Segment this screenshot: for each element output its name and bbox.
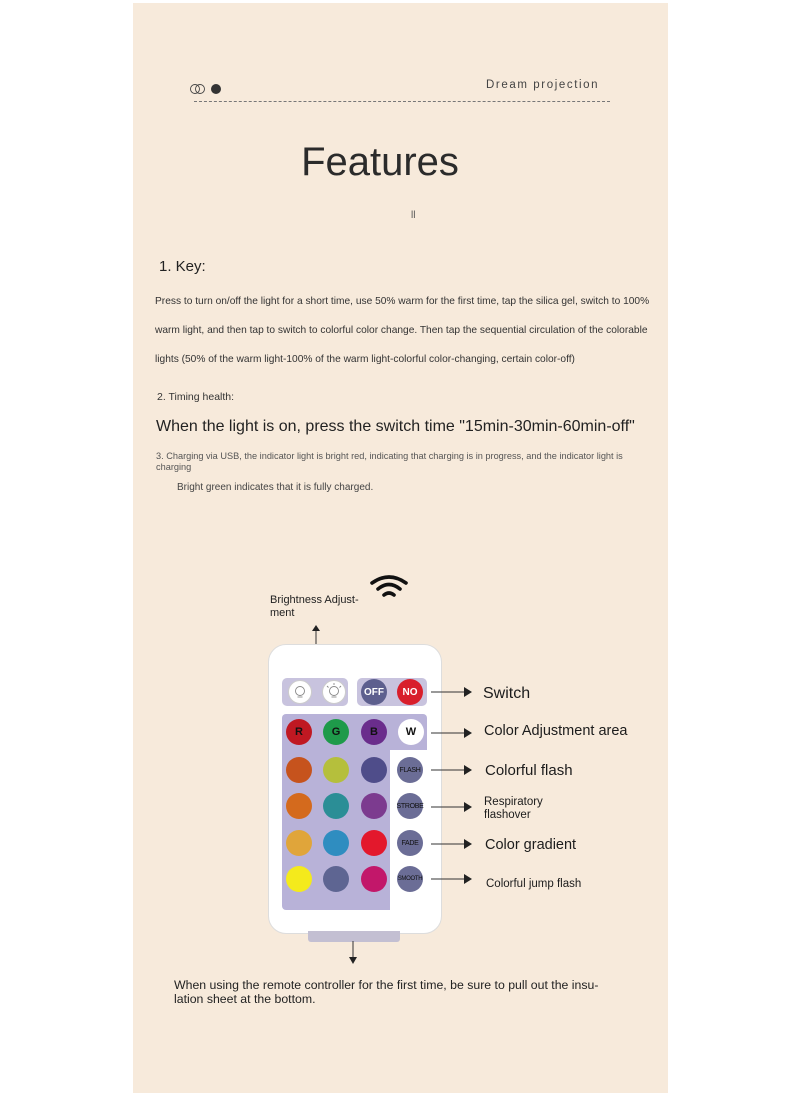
bulb-bright-icon	[323, 681, 345, 703]
off-button[interactable]: OFF	[361, 679, 387, 705]
section-timing-heading: 2. Timing health:	[157, 391, 235, 403]
title-mark: ll	[411, 210, 416, 221]
smooth-button[interactable]: SMOOTH	[397, 866, 423, 892]
color-button[interactable]	[361, 866, 387, 892]
color-button[interactable]	[286, 793, 312, 819]
flash-button[interactable]: FLASH	[397, 757, 423, 783]
on-button[interactable]: NO	[397, 679, 423, 705]
switch-label: Switch	[483, 685, 531, 702]
color-button[interactable]	[361, 830, 387, 856]
strobe-arrow-icon	[431, 801, 473, 813]
brightness-up-button[interactable]	[322, 680, 346, 704]
bulb-dim-icon	[289, 681, 311, 703]
smooth-label: Colorful jump flash	[486, 878, 582, 890]
color-button[interactable]	[286, 757, 312, 783]
color-adjust-label: Color Adjustment area	[484, 723, 628, 739]
strobe-button[interactable]: STROBE	[397, 793, 423, 819]
wireless-signal-icon	[370, 573, 408, 603]
switch-arrow-icon	[431, 686, 473, 698]
brightness-label: Brightness Adjust-ment	[270, 594, 359, 619]
color-button[interactable]	[286, 866, 312, 892]
brand-logo-icon	[190, 82, 230, 96]
first-use-note: When using the remote controller for the first time, be sure to pull out the insu-lation sheet at the bottom.	[174, 978, 599, 1006]
page-title: Features	[301, 140, 459, 184]
section-charged-text: Bright green indicates that it is fully charged.	[177, 482, 374, 493]
fade-button[interactable]: FADE	[397, 830, 423, 856]
section-key-line-1: Press to turn on/off the light for a short time, use 50% warm for the first time, tap the silica gel, switch to 100%	[155, 296, 650, 307]
white-button[interactable]: W	[398, 719, 424, 745]
color-button[interactable]	[323, 757, 349, 783]
fade-label: Color gradient	[485, 837, 577, 853]
green-button[interactable]: G	[323, 719, 349, 745]
header-divider	[194, 101, 610, 102]
pull-down-arrow-icon	[345, 941, 361, 965]
strobe-label: Respiratory flashover	[484, 796, 543, 821]
section-charging-text: 3. Charging via USB, the indicator light is bright red, indicating that charging is in progress, and the indicator light is charging	[156, 451, 623, 472]
brightness-down-button[interactable]	[288, 680, 312, 704]
section-key-heading: 1. Key:	[159, 258, 206, 275]
color-button[interactable]	[323, 830, 349, 856]
flash-label: Colorful flash	[485, 762, 573, 779]
color-button[interactable]	[323, 793, 349, 819]
flash-arrow-icon	[431, 764, 473, 776]
smooth-arrow-icon	[431, 873, 473, 885]
color-button[interactable]	[323, 866, 349, 892]
fade-arrow-icon	[431, 838, 473, 850]
color-button[interactable]	[361, 793, 387, 819]
red-button[interactable]: R	[286, 719, 312, 745]
blue-button[interactable]: B	[361, 719, 387, 745]
brand-name: Dream projection	[486, 79, 600, 91]
section-key-line-2: warm light, and then tap to switch to colorful color change. Then tap the sequential circulation of the colorable	[155, 325, 648, 336]
color-adjust-arrow-icon	[431, 727, 473, 739]
section-timing-text: When the light is on, press the switch time "15min-30min-60min-off"	[156, 418, 635, 435]
color-button[interactable]	[286, 830, 312, 856]
section-key-line-3: lights (50% of the warm light-100% of the warm light-colorful color-changing, certain color-off)	[155, 354, 575, 365]
color-button[interactable]	[361, 757, 387, 783]
